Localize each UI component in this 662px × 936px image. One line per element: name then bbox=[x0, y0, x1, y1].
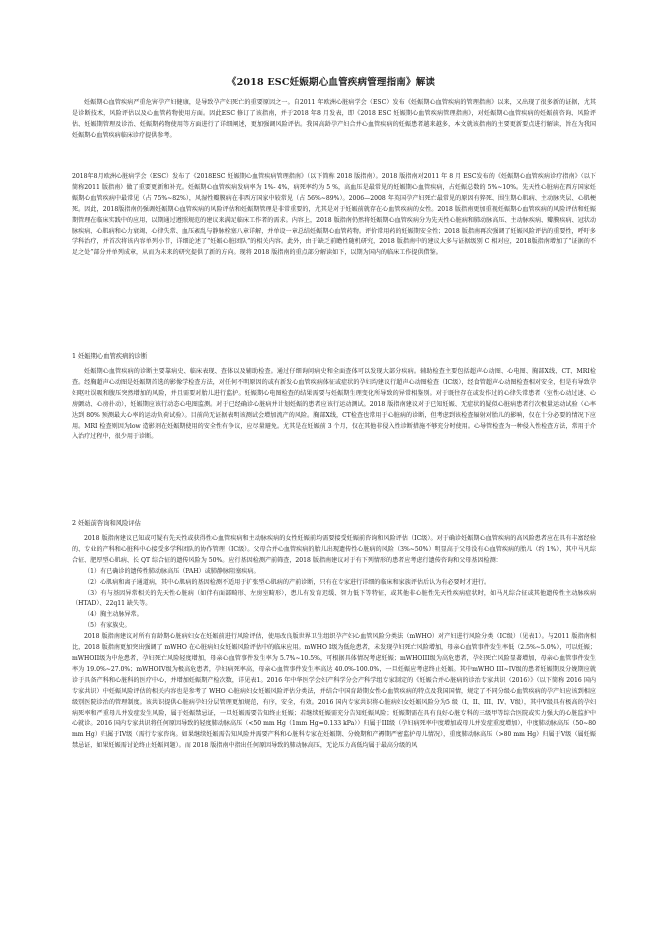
abstract-paragraph: 妊娠期心血管疾病严重危害孕产妇健康，是导致孕产妇死亡的重要原因之一。自2011 年欧洲心脏病学会（ESC）发布《妊娠期心血管疾病的管理指南》以来，又出现了很多新的证据，尤其是诊断技术，风险评估以及心血管药物使用方面。因此ESC 修订了该指南，并于2018 年8 月发表，即《2018 ESC 妊娠期心血管疾病管理指南》，对妊娠期心血管疾病的妊娠前咨询、风险评估、妊娠期管理及诊治、妊娠期药物使用等方面进行了详细阐述，更加强调风险评估。我国高龄孕产妇合并心血管疾病的妊娠患者越来越多，本文就该指南的主要更新要点进行解读，旨在为我国妊娠期心血管疾病临床诊疗提供参考。 bbox=[72, 99, 596, 139]
section-1-paragraph: 妊娠期心血管疾病的诊断主要靠病史、临床表现、查体以及辅助检查。通过仔细询问病史和全面查体可以发现大部分疾病。辅助检查主要包括超声心动图、心电图、胸部X线、CT、MRI检查。经胸超声心动图是妊娠期首选的影像学检查方法，对任何不明原因的或有新发心血管疾病体征或症状的孕妇均建议行超声心动图检查（IC级），经食管超声心动图检查相对安全，但是有导致孕妇呕吐误吸和腹压突然增加的风险，并且需要对胎儿进行监护。妊娠期心电图检查的结果需要与妊娠期生理变化所导致的异常相鉴别。对于既往存在或发作过的心律失常患者（室性心动过速、心房颤动、心房扑动），妊娠期应该行动态心电图监测。对于已经确诊心脏病并计划妊娠的患者应该行运动测试。2018 版指南建议对于已知妊娠、无症状的疑似心脏病患者行次极量运动试验（心率达到 80% 预测最大心率的运动负荷试验）。目前尚无证据表明该测试会增加流产的风险。胸部X线，CT检查也常用于心脏病的诊断，但考虑到该检查辐射对胎儿的影响，仅在十分必要的情况下应用。MRI 检查则因为low 造影剂在妊娠期使用的安全性有争议，应尽量避免。尤其是在妊娠前 3 个月，仅在其他非侵入性诊断措施不够充分时使用。心导管检查为一种侵入性检查方法，常用于介入治疗过程中，很少用于诊断。 bbox=[72, 368, 596, 441]
list-item: （2）心肌病和离子通道病，其中心肌病的基因检测不适用于扩张型心肌病的产前诊断，只有在专家进行详细的临床和家族评估后认为有必要时才进行。 bbox=[84, 578, 491, 586]
article-title: 《2018 ESC妊娠期心血管疾病管理指南》解读 bbox=[226, 77, 436, 88]
list-item: （5）有家族史。 bbox=[84, 622, 131, 630]
section-2-body bbox=[72, 534, 596, 752]
intro-block bbox=[72, 98, 596, 142]
section-2-heading: 2 妊娠前咨询和风险评估 bbox=[72, 520, 141, 527]
section-1-body bbox=[72, 367, 596, 443]
intro-paragraph: 2018年8月欧洲心脏病学会（ESC）发布了《2018ESC 妊娠期心血管疾病管理指南》（以下简称 2018 版指南）。2018 版指南对2011 年 8 月 ESC发布的《妊娠期心血管疾病诊疗指南》（以下简称2011 版指南）做了重要更新和补充。妊娠期心血管疾病发病率为 1%- 4%，病死率约为 5 %，高血压是最常见的妊娠期心血管疾病，占妊娠总数的 5%~10%。先天性心脏病在西方国家妊娠期心血管疾病中最常见（占 75%~82%），风湿性瓣膜病在非西方国家中较常见（占 56%~89%）。2006—2008 年英国孕产妇死亡最常见的原因有猝死、围生期心肌病、主动脉夹层、心肌梗死。因此，2018版指南仍强调妊娠期心血管疾病的风险评估和妊娠期管理是非常重要的，尤其是对于妊娠前就存在心血管疾病的女性。2018 版指南更加重视妊娠期心血管疾病的风险评估和妊娠期管理在临床实践中的应用，以期通过遵照规范的建议来满足临床工作者的需求。内容上，2018 版指南仍然将妊娠期心血管疾病分为先天性心脏病和肺动脉高压、主动脉疾病、瓣膜疾病、冠状动脉疾病、心肌病和心力衰竭、心律失常、血压紊乱与静脉栓塞八章详解，并单设一章总结妊娠期心血管药物。评价常用药的妊娠期安全性；2018 版指南再次强调了妊娠风险评估的重要性，呼吁多学科治疗，并首次将该内容单列小节，详细论述了“妊娠心脏团队”的相关内容。此外，由于缺乏前瞻性随机研究，2018 版指南中的建议大多与证据级别 C 相对应，2018版指南增加了“证据的不足之处”部分并单列成章，从而为未来的研究提供了新的方向。现将 2018 版指南的重点部分解读如下，以期为国内的临床工作提供借鉴。 bbox=[72, 173, 596, 257]
list-item: （3）有与基因异常相关的先天性心脏病（如伴有面部畸形、左房室畸形），患儿有发育迟缓、智力低下等特征，或其他非心脏性先天性疾病症状时，如马凡综合征或其他遗传性主动脉疾病（HTAD）、22q11 缺失等。 bbox=[72, 589, 596, 608]
list-item: （1）有已确诊的遗传性肺动脉高压（PAH）或肺静脉阻塞疾病。 bbox=[84, 567, 260, 575]
section-1-heading: 1 妊娠期心血管疾病的诊断 bbox=[72, 353, 148, 360]
list-item: （4）胸主动脉异常。 bbox=[84, 611, 143, 619]
section-2-paragraph-1: 2018 版指南建议已知或可疑有先天性或获得性心血管疾病和主动脉疾病的女性妊娠前均需要接受妊娠前咨询和风险评估（IC级）。对于确诊妊娠期心血管疾病的高风险患者应在具有丰富经验的、专业的产科和心脏科中心接受多学科团队的协作管理（IC级）。父母合并心血管疾病的胎儿出现遗传性心脏病的风险（3%~50%）明显高于父母没有心血管疾病的胎儿（约 1%），其中马凡综合征、肥厚型心肌病、长 QT 综合征的遗传风险为 50%。应行基因检测产前筛查，2018 版指南建议对于有下列情形的患者应考虑行遗传咨询和父母基因检测： bbox=[72, 535, 596, 564]
intro-body-block bbox=[72, 172, 596, 259]
section-2-paragraph-2: 2018 版指南建议对所有育龄期心脏病妇女在妊娠前进行风险评估，使用改良版世界卫生组织孕产妇心血管风险分类法（mWHO）对产妇进行风险分类（IC级）（见表1）。与2011 版指南相比，2018 版指南更加突出强调了 mWHO 在心脏病妇女妊娠风险评估中的临床应用。mWHO I级为低危患者，未发现孕妇死亡风险增加，母亲心血管事件发生率低（2.5%~5.0%），可以妊娠；mWHOII级为中危患者，孕妇死亡风险轻度增加，母亲心血管事件发生率为 5.7%~10.5%，可根据具体情况考虑妊娠；mWHOIII级为高危患者，孕妇死亡风险显著增加，母亲心血管事件发生率为 19.0%~27.0%；mWHOIV级为极高危患者，孕妇病死率高，母亲心血管事件发生率高达 40.0%-100.0%，一旦妊娠应考虑终止妊娠。其中mWHO III~IV级的患者妊娠期及分娩期应就诊于具备产科和心脏科的医疗中心，并增加妊娠期产检次数，详见表1。2016 年中华医学会妇产科学分会产科学组专家制定的《妊娠合并心脏病的诊治专家共识（2016）》（以下简称 2016 国内专家共识）中妊娠风险评估的相关内容也是参考了 WHO 心脏病妇女妊娠风险评估分类法，并结合中国育龄期女性心血管疾病的特点及我国国情，规定了不同分级心血管疾病的孕产妇应该到相应级别医院诊治的管理制度。该共识提供心脏病孕妇分层管理更加规范，有序，安全，有效。2016 国内专家共识将心脏病妇女妊娠风险分为5 级（I、II、III、IV、V级），其中V级具有极高的孕妇病死率和严重母儿并发症发生风险，属于妊娠禁忌证，一旦妊娠需要告知终止妊娠；若继续妊娠需充分告知妊娠风险；妊娠期需在具有良好心脏专科的三级甲等综合医院或实力强大的心脏监护中心就诊。2016 国内专家共识将任何原因导致的轻度肺动脉高压（<50 mm Hg（1mm Hg=0.133 kPa））归属于III级（孕妇病死率中度增加或母儿并发症重度增加），中度肺动脉高压（50~80 mm Hg）归属于IV级（需行专家咨询。如果继续妊娠需告知风险并需要产科和心脏科专家在妊娠期、分娩期和产褥期严密监护母儿情况），重度肺动脉高压（>80 mm Hg）归属于V级（属妊娠禁忌证，如果妊娠需讨论终止妊娠问题）。而 2018 版指南中指出任何原因导致的肺动脉高压，无论压力高低均属于最高分级的风 bbox=[72, 633, 596, 750]
